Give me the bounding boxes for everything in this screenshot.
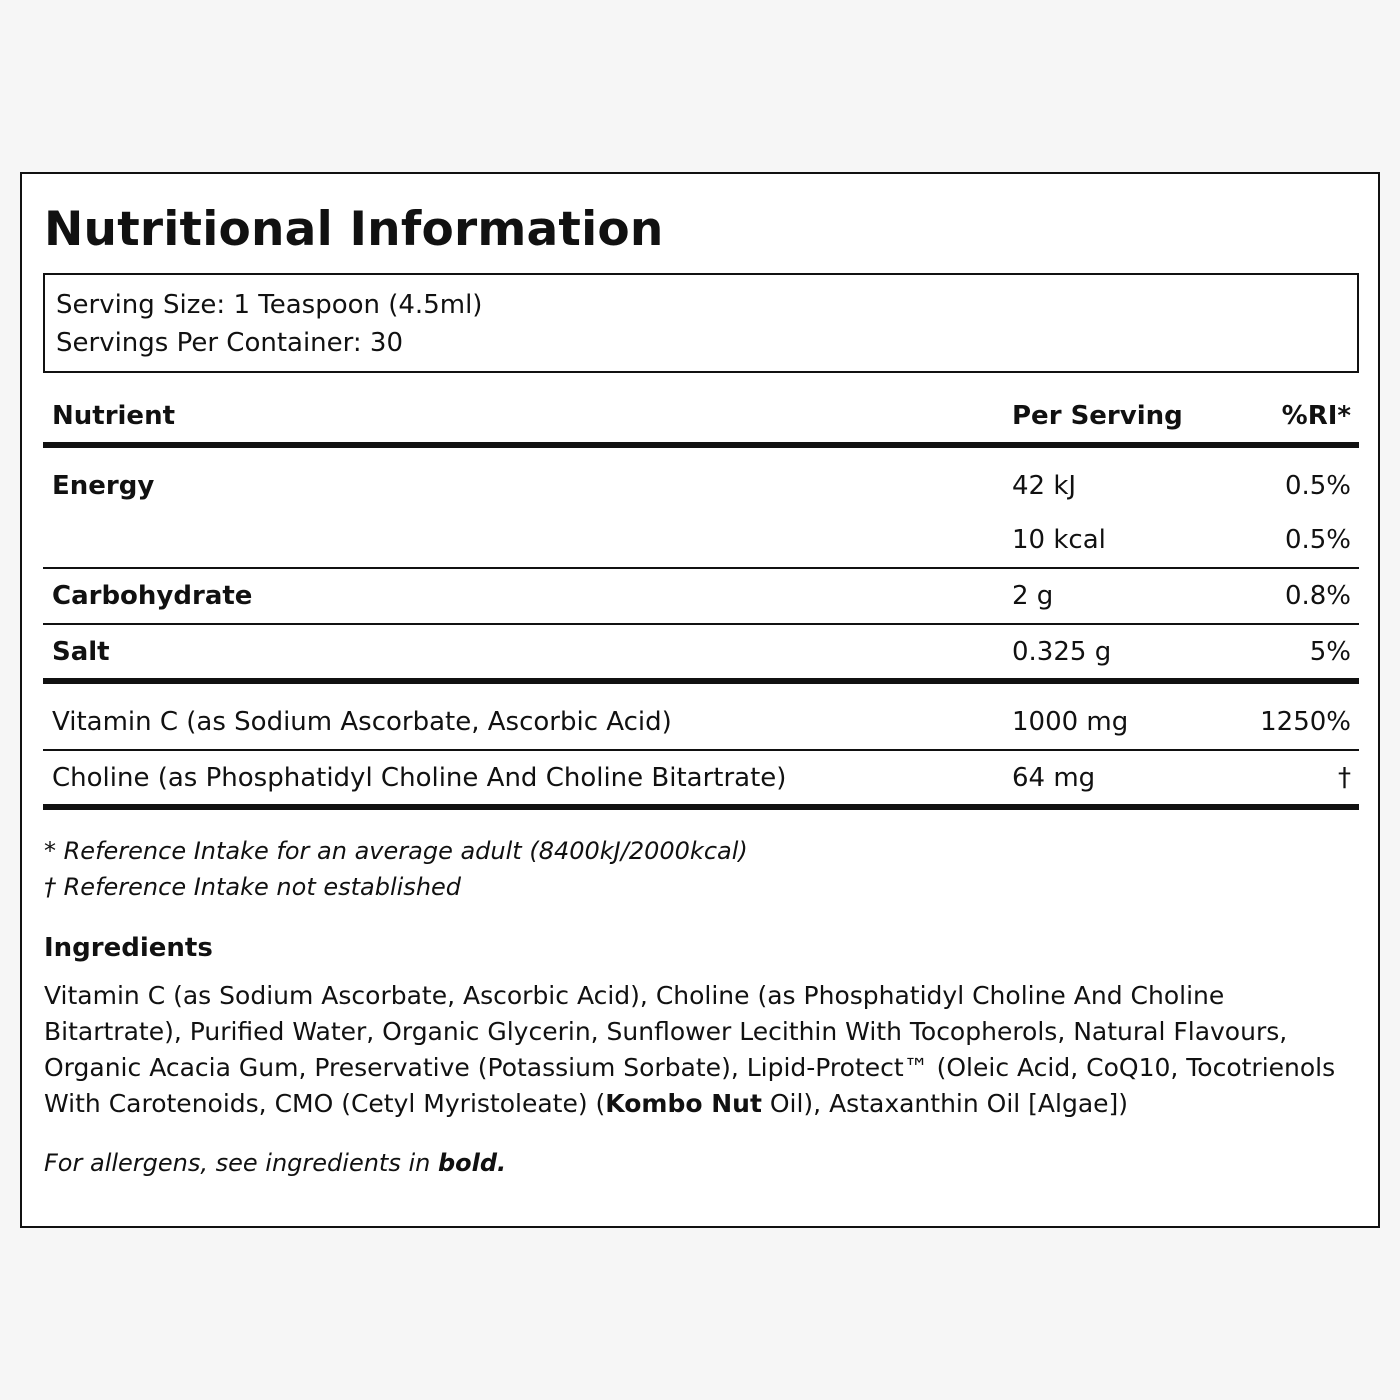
nutrient-ri: † — [1338, 763, 1351, 793]
ingredients-heading: Ingredients — [44, 933, 213, 963]
page-title: Nutritional Information — [44, 202, 664, 257]
nutrient-ri: 0.5% — [1284, 525, 1351, 555]
ingredients-text — [44, 978, 1344, 1122]
nutrient-amount: 2 g — [1012, 581, 1054, 611]
footnote-not-established: † Reference Intake not established — [44, 873, 462, 901]
allergen-note-text: For allergens, see ingredients in — [44, 1149, 438, 1177]
row-divider — [43, 567, 1359, 569]
nutrient-name: Carbohydrate — [52, 581, 253, 611]
table-bottom-rule — [43, 804, 1359, 810]
servings-per-container: Servings Per Container: 30 — [56, 328, 404, 358]
nutrient-ri: 1250% — [1260, 707, 1351, 737]
nutrient-amount: 10 kcal — [1012, 525, 1106, 555]
nutrient-amount: 42 kJ — [1012, 471, 1077, 501]
nutrient-ri: 5% — [1309, 637, 1351, 667]
header-per-serving: Per Serving — [1012, 401, 1183, 431]
nutrient-name: Choline (as Phosphatidyl Choline And Choline Bitartrate) — [52, 763, 787, 793]
nutrient-amount: 0.325 g — [1012, 637, 1112, 667]
ingredients-text-start: Vitamin C (as Sodium Ascorbate, Ascorbic Acid), Choline (as Phosphatidyl Choline And Choline Bitartrate), Purified Water, Organic Glycerin, Sunflower Lecithin With Tocopherols, Natural Flavours, Organic Acacia Gum, Preservative (Potassium Sorbate), Lipid-Protect™ (Oleic Acid, CoQ10, Tocotrienols With Carotenoids, CMO (Cetyl Myristoleate) ( — [44, 981, 1336, 1118]
allergen-note — [44, 1148, 506, 1178]
row-divider — [43, 623, 1359, 625]
ingredients-text-end: Oil), Astaxanthin Oil [Algae]) — [761, 1089, 1129, 1118]
section-divider — [43, 678, 1359, 684]
allergen-note-bold: bold. — [437, 1149, 507, 1177]
serving-size: Serving Size: 1 Teaspoon (4.5ml) — [56, 290, 483, 320]
nutrient-name: Vitamin C (as Sodium Ascorbate, Ascorbic Acid) — [52, 707, 672, 737]
nutrient-name: Salt — [52, 637, 110, 667]
nutrient-amount: 64 mg — [1012, 763, 1096, 793]
allergen-ingredient: Kombo Nut — [605, 1089, 762, 1118]
row-divider — [43, 749, 1359, 751]
footnote-reference-intake: * Reference Intake for an average adult (8400kJ/2000kcal) — [44, 837, 748, 865]
header-divider — [43, 442, 1359, 448]
nutrient-amount: 1000 mg — [1012, 707, 1129, 737]
nutrition-panel — [20, 172, 1380, 1228]
nutrient-name: Energy — [52, 471, 155, 501]
header-ri: %RI* — [1281, 401, 1351, 431]
header-nutrient: Nutrient — [52, 401, 176, 431]
serving-info-box — [43, 273, 1359, 373]
nutrient-ri: 0.5% — [1284, 471, 1351, 501]
nutrient-ri: 0.8% — [1284, 581, 1351, 611]
